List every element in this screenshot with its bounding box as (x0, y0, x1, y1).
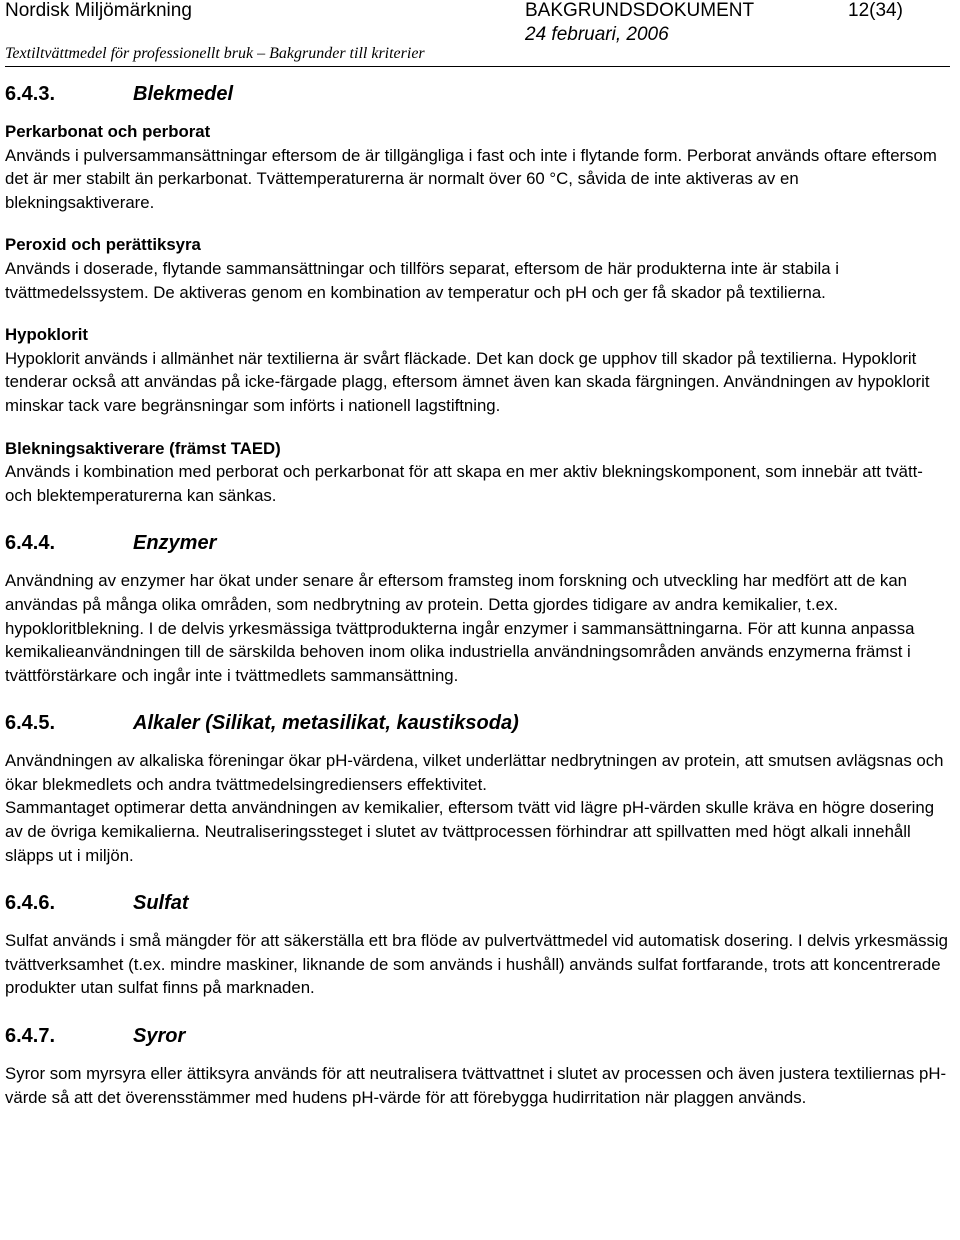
header-organization: Nordisk Miljömärkning (5, 0, 192, 21)
section-heading-6-4-6 (5, 889, 950, 917)
section-heading-6-4-3 (5, 80, 950, 108)
paragraph-taed: Används i kombination med perborat och perkarbonat för att skapa en mer aktiv blekningskomponent, som innebär att tvätt- och blektemperaturerna kan sänkas. (5, 462, 923, 505)
section-heading-6-4-7 (5, 1022, 950, 1050)
section-number: 6.4.6. (5, 892, 56, 915)
section-number: 6.4.4. (5, 532, 56, 555)
paragraph-alkaler-2: Sammantaget optimerar detta användningen av kemikalier, eftersom tvätt vid lägre pH-värden skulle kräva en högre dosering av de övriga kemikalierna. Neutraliseringssteget i slutet av tvättprocessen förhindrar att spillvatten med högt alkali innehåll släpps ut i miljön. (5, 798, 935, 865)
section-title: Enzymer (133, 532, 217, 555)
subheading-peroxid: Peroxid och perättiksyra (5, 235, 201, 255)
section-title: Alkaler (Silikat, metasilikat, kaustiksoda) (133, 712, 519, 735)
section-title: Syror (133, 1025, 186, 1048)
paragraph-enzymer: Användning av enzymer har ökat under senare år eftersom framsteg inom forskning och utveckling har medfört att de kan användas på många olika områden, som nedbrytning av protein. Detta gjordes tidigare av andra kemikalier, t.ex. hypokloritblekning. I de delvis yrkesmässiga tvättprodukterna ingår enzymer i sammansättningarna. För att kunna anpassa kemikalieanvändningen till de särskilda behoven inom olika industriella användningsområden används enzymerna främst i tvättförstärkare och ingår inte i tvättmedlets sammansättning. (5, 571, 915, 685)
paragraph-syror: Syror som myrsyra eller ättiksyra används för att neutralisera tvättvattnet i slutet av processen och även justera textiliernas pH-värde så att det överensstämmer med hudens pH-värde för att förebygga hudirritation när plaggen används. (5, 1064, 947, 1107)
header-page-number: 12(34) (848, 0, 903, 21)
paragraph-alkaler-1: Användningen av alkaliska föreningar ökar pH-värdena, vilket underlättar nedbrytningen av protein, att smutsen avlägsnas och ökar blekmedlets och andra tvättmedelsingrediensers effektivitet. (5, 751, 944, 794)
paragraph-peroxid: Används i doserade, flytande sammansättningar och tillförs separat, eftersom de här produkterna inte är stabila i tvättmedelssystem. De aktiveras genom en kombination av temperatur och pH och ger få skador på textilierna. (5, 258, 839, 302)
header-document-type: BAKGRUNDSDOKUMENT (525, 0, 755, 21)
section-title: Blekmedel (133, 83, 234, 105)
subheading-hypoklorit: Hypoklorit (5, 325, 88, 345)
section-title: Sulfat (133, 892, 189, 915)
header-subtitle: Textiltvättmedel för professionellt bruk – Bakgrunder till kriterier (5, 45, 425, 62)
header-divider (5, 66, 950, 67)
subheading-perkarbonat: Perkarbonat och perborat (5, 122, 211, 141)
section-number: 6.4.5. (5, 712, 56, 735)
section-heading-6-4-5 (5, 709, 950, 737)
paragraph-sulfat: Sulfat används i små mängder för att säkerställa ett bra flöde av pulvertvättmedel vid automatisk dosering. I delvis yrkesmässig tvättverksamhet (t.ex. mindre maskiner, liknande de som används i hushåll) används sulfat fortfarande, trots att koncentrerade produkter utan sulfat finns på marknaden. (5, 931, 948, 998)
section-number: 6.4.7. (5, 1025, 56, 1048)
page-header (5, 0, 950, 24)
header-date: 24 februari, 2006 (525, 24, 669, 45)
paragraph-perkarbonat: Används i pulversammansättningar eftersom de är tillgängliga i fast och inte i flytande form. Perborat används oftare eftersom det är mer stabilt än perkarbonat. Tvättemperaturerna är normalt över 60 °C, såvida de inte aktiveras av en blekningsaktiverare. (5, 145, 937, 212)
document-body (5, 80, 950, 1109)
section-number: 6.4.3. (5, 83, 56, 105)
section-heading-6-4-4 (5, 529, 950, 557)
subheading-taed: Blekningsaktiverare (främst TAED) (5, 438, 281, 458)
paragraph-hypoklorit: Hypoklorit används i allmänhet när textilierna är svårt fläckade. Det kan dock ge upphov till skador på textilierna. Hypoklorit tenderar också att användas på icke-färgade plagg, eftersom ämnet även kan skada färgningen. Användningen av hypoklorit minskar tack vare begränsningar som införts i nationell lagstiftning. (5, 348, 930, 415)
